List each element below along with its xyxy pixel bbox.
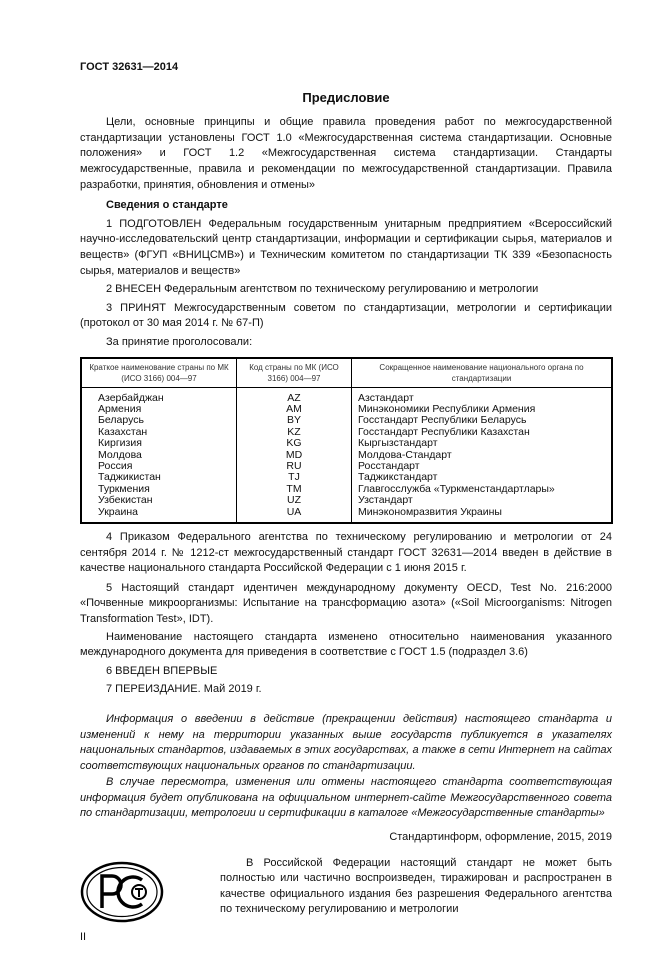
- cell-authority: Госстандарт Республики Беларусь: [352, 415, 613, 426]
- cell-country: Киргизия: [81, 438, 237, 449]
- column-header: Код страны по МК (ИСО 3166) 004—97: [237, 358, 352, 388]
- cell-country: Украина: [81, 507, 237, 523]
- table-row: [81, 387, 612, 404]
- rst-logo-icon: [80, 860, 164, 924]
- cell-authority: Молдова-Стандарт: [352, 450, 613, 461]
- cell-authority: Росстандарт: [352, 461, 613, 472]
- copyright-notice: В Российской Федерации настоящий стандарт не может быть полностью или частично воспроизведен, тиражирован и распространен в качестве официального издания без разрешения Федерального агентства по техническому регулированию и метрологии: [220, 856, 612, 916]
- cell-authority: Кыргызстандарт: [352, 438, 613, 449]
- cell-code: KG: [237, 438, 352, 449]
- cell-code: TM: [237, 484, 352, 495]
- cell-authority: Таджикстандарт: [352, 472, 613, 483]
- paragraph-2: 2 ВНЕСЕН Федеральным агентством по техническому регулированию и метрологии: [106, 283, 539, 296]
- paragraph-4: 4 Приказом Федерального агентства по техническому регулированию и метрологии от 24 сентября 2014 г. № 1212-ст межгосударственный стандарт ГОСТ 32631—2014 введен в действие в качестве национального стандарта Российской Федерации с 1 июня 2015 г.: [80, 530, 612, 575]
- copyright-block: [80, 856, 612, 924]
- cell-code: MD: [237, 450, 352, 461]
- table-row: [81, 438, 612, 449]
- page-number: II: [80, 930, 87, 943]
- info-paragraph-1: Информация о введении в действие (прекращении действия) настоящего стандарта и изменений к нему на территории указанных выше государств публикуется в указателях национальных стандартов, издаваемых в этих государствах, а также в сети Интернет на сайтах соответствующих национальных органов по стандартизации.: [80, 712, 612, 772]
- intro-paragraph: Цели, основные принципы и общие правила проведения работ по межгосударственной стандартизации установлены ГОСТ 1.0 «Межгосударственная система стандартизации. Основные положения» и ГОСТ 1.2 «Межгосударственная система стандартизации. Стандарты межгосударственные, правила и рекомендации по межгосударственной стандартизации. Правила разработки, принятия, обновления и отмены»: [80, 116, 612, 191]
- voting-table: [80, 357, 613, 524]
- cell-code: AZ: [237, 387, 352, 404]
- section-heading: Сведения о стандарте: [106, 199, 228, 212]
- paragraph-6: 6 ВВЕДЕН ВПЕРВЫЕ: [106, 664, 218, 677]
- cell-country: Туркмения: [81, 484, 237, 495]
- paragraph-3: 3 ПРИНЯТ Межгосударственным советом по стандартизации, метрологии и сертификации (протокол от 30 мая 2014 г. № 67-П): [80, 301, 612, 330]
- column-header: Сокращенное наименование национального органа по стандартизации: [352, 358, 613, 388]
- cell-authority: Главгосслужба «Туркменстандартлары»: [352, 484, 613, 495]
- cell-country: Таджикистан: [81, 472, 237, 483]
- cell-authority: Госстандарт Республики Казахстан: [352, 427, 613, 438]
- paragraph-5: 5 Настоящий стандарт идентичен международному документу OECD, Test No. 216:2000 «Почвенные микроорганизмы: Испытание на трансформацию азота» («Soil Microorganisms: Nitrogen Transformation Test», IDT).: [80, 581, 612, 625]
- table-row: [81, 404, 612, 415]
- page-title: Предисловие: [302, 89, 390, 105]
- cell-authority: Узстандарт: [352, 495, 613, 506]
- table-row: [81, 427, 612, 438]
- cell-country: Армения: [81, 404, 237, 415]
- cell-authority: Минэкономики Республики Армения: [352, 404, 613, 415]
- column-header: Краткое наименование страны по МК (ИСО 3166) 004—97: [81, 358, 237, 388]
- publisher-line: Стандартинформ, оформление, 2015, 2019: [389, 831, 612, 844]
- cell-code: TJ: [237, 472, 352, 483]
- cell-authority: Азстандарт: [352, 387, 613, 404]
- cell-authority: Минэкономразвития Украины: [352, 507, 613, 523]
- paragraph-7: 7 ПЕРЕИЗДАНИЕ. Май 2019 г.: [106, 683, 262, 696]
- cell-code: BY: [237, 415, 352, 426]
- document-header: ГОСТ 32631—2014: [80, 61, 179, 73]
- cell-country: Узбекистан: [81, 495, 237, 506]
- paragraph-1: 1 ПОДГОТОВЛЕН Федеральным государственным унитарным предприятием «Всероссийский научно-исследовательский центр стандартизации, информации и сертификации сырья, материалов и веществ» (ФГУП «ВНИЦСМВ») и Техническим комитетом по стандартизации ТК 339 «Безопасность сырья, материалов и веществ»: [80, 217, 612, 277]
- paragraph-5b: Наименование настоящего стандарта изменено относительно наименования указанного международного документа для приведения в соответствие с ГОСТ 1.5 (подраздел 3.6): [80, 630, 612, 659]
- cell-country: Казахстан: [81, 427, 237, 438]
- cell-code: UZ: [237, 495, 352, 506]
- cell-code: AM: [237, 404, 352, 415]
- cell-country: Беларусь: [81, 415, 237, 426]
- cell-code: UA: [237, 507, 352, 523]
- cell-country: Азербайджан: [81, 387, 237, 404]
- table-row: [81, 415, 612, 426]
- cell-country: Россия: [81, 461, 237, 472]
- table-row: [81, 450, 612, 461]
- rst-logo: [80, 860, 164, 924]
- table-row: [81, 484, 612, 495]
- cell-code: RU: [237, 461, 352, 472]
- info-paragraph-2: В случае пересмотра, изменения или отмены настоящего стандарта соответствующая информация будет опубликована на официальном интернет-сайте Межгосударственного совета по стандартизации, метрологии и сертификации в каталоге «Межгосударственные стандарты»: [80, 776, 612, 820]
- cell-country: Молдова: [81, 450, 237, 461]
- cell-code: KZ: [237, 427, 352, 438]
- table-row: [81, 495, 612, 506]
- voted-label: За принятие проголосовали:: [106, 335, 253, 348]
- table-row: [81, 507, 612, 523]
